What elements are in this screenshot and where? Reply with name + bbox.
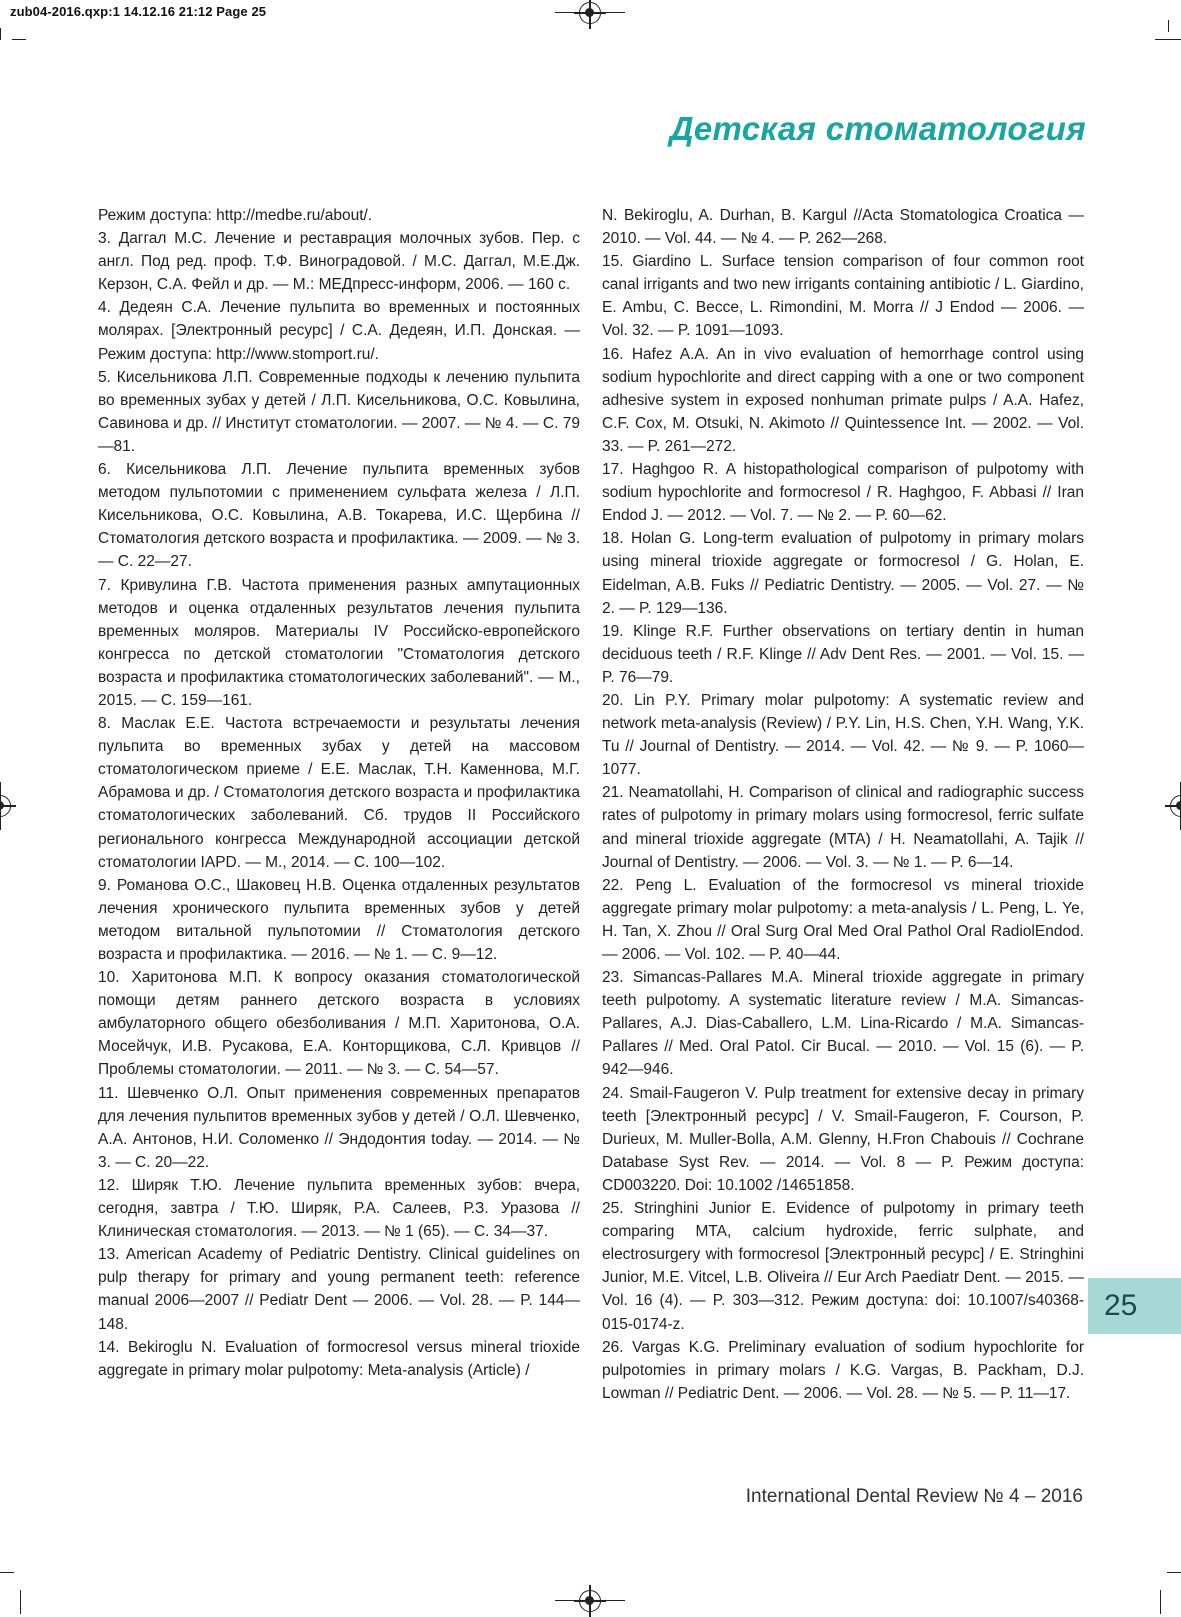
crop-mark-top-left-v xyxy=(0,28,1,40)
reference-item: 9. Романова О.С., Шаковец Н.В. Оценка отдаленных результатов лечения хронического пульпита временных зубов у детей методом витальной пульпотомии // Стоматология детского возраста и профилактика. — 2016. — № 1. — С. 9—12. xyxy=(98,876,580,963)
reference-item: 17. Haghgoo R. A histopathological comparison of pulpotomy with sodium hypochlorite and formocresol / R. Haghgoo, F. Abbasi // Iran Endod J. — 2012. — Vol. 7. — № 2. — P. 60—62. xyxy=(602,461,1084,525)
reference-item: 14. Bekiroglu N. Evaluation of formocresol versus mineral trioxide aggregate in primary molar pulpotomy: Meta-analysis (Article) / xyxy=(98,1338,580,1379)
reference-item: 10. Харитонова М.П. К вопросу оказания стоматологической помощи детям раннего детского возраста в условиях амбулаторного общего обезболивания / М.П. Харитонова, О.А. Мосейчук, И.В. Русакова, Е.А. Конторщикова, С.Л. Кривцов // Проблемы стоматологии. — 2011. — № 3. — С. 54—57. xyxy=(98,969,580,1079)
reference-item: 4. Дедеян С.А. Лечение пульпита во временных и постоянных молярах. [Электронный ресурс] / С.А. Дедеян, И.П. Донская. — Режим доступа: http://www.stomport.ru/. xyxy=(98,299,580,363)
registration-mark-left-icon xyxy=(0,795,11,817)
reference-item: 8. Маслак Е.Е. Частота встречаемости и результаты лечения пульпита во временных зубах у детей на массовом стоматологическом приеме / Е.Е. Маслак, Т.Н. Каменнова, М.Г. Абрамова и др. / Стоматология детского возраста и профилактика стоматологических заболеваний. Сб. трудов II Российского регионального конгресса Международной ассоциации детской стоматологии IAPD. — М., 2014. — С. 100—102. xyxy=(98,715,580,871)
reference-item: N. Bekiroglu, A. Durhan, B. Kargul //Acta Stomatologica Croatica — 2010. — Vol. 44. — № 4. — P. 262—268. xyxy=(602,207,1084,248)
reference-item: 6. Кисельникова Л.П. Лечение пульпита временных зубов методом пульпотомии с применением сульфата железа / Л.П. Кисельникова, О.С. Ковылина, А.В. Токарева, И.С. Щербина // Стоматология детского возраста и профилактика. — 2009. — № 3. — С. 22—27. xyxy=(98,461,580,571)
crop-mark-bottom-right-h xyxy=(1167,1572,1181,1573)
reference-item: 20. Lin P.Y. Primary molar pulpotomy: A systematic review and network meta-analysis (Review) / P.Y. Lin, H.S. Chen, Y.H. Wang, Y.K. Tu // Journal of Dentistry. — 2014. — Vol. 42. — № 9. — P. 1060—1077. xyxy=(602,691,1084,779)
reference-item: 25. Stringhini Junior E. Evidence of pulpotomy in primary teeth comparing MTA, calcium hydroxide, ferric sulphate, and electrosurgery with formocresol [Электронный ресурс] / E. Stringhini Junior, M.E. Vitcel, L.B. Oliveira // Eur Arch Paediatr Dent. — 2015. — Vol. 16 (4). — P. 303—312. Режим доступа: doi: 10.1007/s40368-015-0174-z. xyxy=(602,1200,1084,1333)
crop-mark-bottom-left-h xyxy=(0,1572,14,1573)
crop-mark-bottom-right-v xyxy=(1160,1590,1161,1614)
references-right-column xyxy=(602,204,1084,1405)
reference-item: 19. Klinge R.F. Further observations on tertiary dentin in human deciduous teeth / R.F. Klinge // Adv Dent Res. — 2001. — Vol. 15. — P. 76—79. xyxy=(602,622,1084,686)
reference-item: 11. Шевченко О.Л. Опыт применения современных препаратов для лечения пульпитов временных зубов у детей / О.Л. Шевченко, А.А. Антонов, Н.И. Соломенко // Эндодонтия today. — 2014. — № 3. — С. 20—22. xyxy=(98,1084,580,1171)
crop-mark-top-right-v xyxy=(1168,20,1169,32)
reference-item: 24. Smail-Faugeron V. Pulp treatment for extensive decay in primary teeth [Электронный ресурс] / V. Smail-Faugeron, F. Courson, P. Durieux, M. Muller-Bolla, A.M. Glenny, H.Fron Chabouis // Cochrane Database Syst Rev. — 2014. — Vol. 8 — P. Режим доступа: CD003220. Doi: 10.1002 /14651858. xyxy=(602,1084,1084,1194)
page-number: 25 xyxy=(1104,1289,1138,1322)
crop-mark-bottom-left-v xyxy=(20,1590,21,1614)
references-left-column xyxy=(98,204,580,1382)
reference-item: 5. Кисельникова Л.П. Современные подходы к лечению пульпита во временных зубах у детей / Л.П. Кисельникова, О.С. Ковылина, Савинова и др. // Институт стоматологии. — 2007. — № 4. — С. 79—81. xyxy=(98,368,580,455)
section-title: Детская стоматология xyxy=(669,110,1086,147)
printer-slug: zub04-2016.qxp:1 14.12.16 21:12 Page 25 xyxy=(10,4,267,19)
crop-mark-top-left-h xyxy=(12,39,26,40)
reference-item: 15. Giardino L. Surface tension comparison of four common root canal irrigants and two new irrigants containing antibiotic / L. Giardino, E. Ambu, C. Becce, L. Rimondini, M. Morra // J Endod — 2006. — Vol. 32. — P. 1091—1093. xyxy=(602,253,1084,340)
crop-mark-top-right-h xyxy=(1155,39,1181,40)
reference-item: 23. Simancas-Pallares M.A. Mineral trioxide aggregate in primary teeth pulpotomy. A systematic literature review / M.A. Simancas-Pallares, A.J. Dias-Caballero, L.M. Lina-Ricardo / M.A. Simancas-Pallares // Med. Oral Patol. Cir Bucal. — 2010. — Vol. 15 (6). — P. 942—946. xyxy=(602,969,1084,1079)
reference-item: Режим доступа: http://medbe.ru/about/. xyxy=(98,207,373,224)
reference-item: 7. Кривулина Г.В. Частота применения разных ампутационных методов и оценка отдаленных результатов лечения пульпита временных моляров. Материалы IV Российско-европейского конгресса по детской стоматологии "Стоматология детского возраста и профилактика стоматологических заболеваний". — М., 2015. — С. 159—161. xyxy=(98,576,580,709)
registration-mark-bottom-icon xyxy=(579,1590,601,1612)
journal-footer: International Dental Review № 4 – 2016 xyxy=(745,1486,1083,1507)
reference-item: 21. Neamatollahi, H. Comparison of clinical and radiographic success rates of pulpotomy in primary molars using formocresol, ferric sulfate and mineral trioxide aggregate (MTA) / H. Neamatollahi, A. Tajik // Journal of Dentistry. — 2006. — Vol. 3. — № 1. — P. 6—14. xyxy=(602,784,1084,871)
registration-mark-top-icon xyxy=(579,2,601,24)
reference-item: 26. Vargas K.G. Preliminary evaluation of sodium hypochlorite for pulpotomies in primary molars / K.G. Vargas, B. Packham, D.J. Lowman // Pediatric Dent. — 2006. — Vol. 28. — № 5. — P. 11—17. xyxy=(602,1338,1084,1402)
reference-item: 18. Holan G. Long-term evaluation of pulpotomy in primary molars using mineral trioxide aggregate or formocresol / G. Holan, E. Eidelman, A.B. Fuks // Pediatric Dentistry. — 2005. — Vol. 27. — № 2. — P. 129—136. xyxy=(602,530,1084,617)
registration-mark-right-icon xyxy=(1170,795,1181,817)
reference-item: 13. American Academy of Pediatric Dentistry. Clinical guidelines on pulp therapy for primary and young permanent teeth: reference manual 2006—2007 // Pediatr Dent — 2006. — Vol. 28. — P. 144—148. xyxy=(98,1246,580,1333)
page-number-tab xyxy=(1088,1278,1181,1334)
reference-item: 3. Даггал М.С. Лечение и реставрация молочных зубов. Пер. с англ. Под ред. проф. Т.Ф. Виноградовой. / М.С. Даггал, М.Е.Дж. Керзон, С.А. Фейл и др. — М.: МЕДпресс-информ, 2006. — 160 с. xyxy=(98,230,580,294)
reference-item: 12. Ширяк Т.Ю. Лечение пульпита временных зубов: вчера, сегодня, завтра / Т.Ю. Ширяк, Р.А. Салеев, Р.З. Уразова //Клиническая стоматология. — 2013. — № 1 (65). — С. 34—37. xyxy=(98,1176,580,1241)
reference-item: 22. Peng L. Evaluation of the formocresol vs mineral trioxide aggregate primary molar pulpotomy: a meta-analysis / L. Peng, L. Ye, H. Tan, X. Zhou // Oral Surg Oral Med Oral Pathol Oral RadiolEndod. — 2006. — Vol. 102. — P. 40—44. xyxy=(602,876,1084,963)
reference-item: 16. Hafez A.A. An in vivo evaluation of hemorrhage control using sodium hypochlorite and direct capping with a one or two component adhesive system in exposed nonhuman primate pulps / A.A. Hafez, C.F. Cox, M. Otsuki, N. Akimoto // Quintessence Int. — 2002. — Vol. 33. — P. 261—272. xyxy=(602,345,1084,455)
